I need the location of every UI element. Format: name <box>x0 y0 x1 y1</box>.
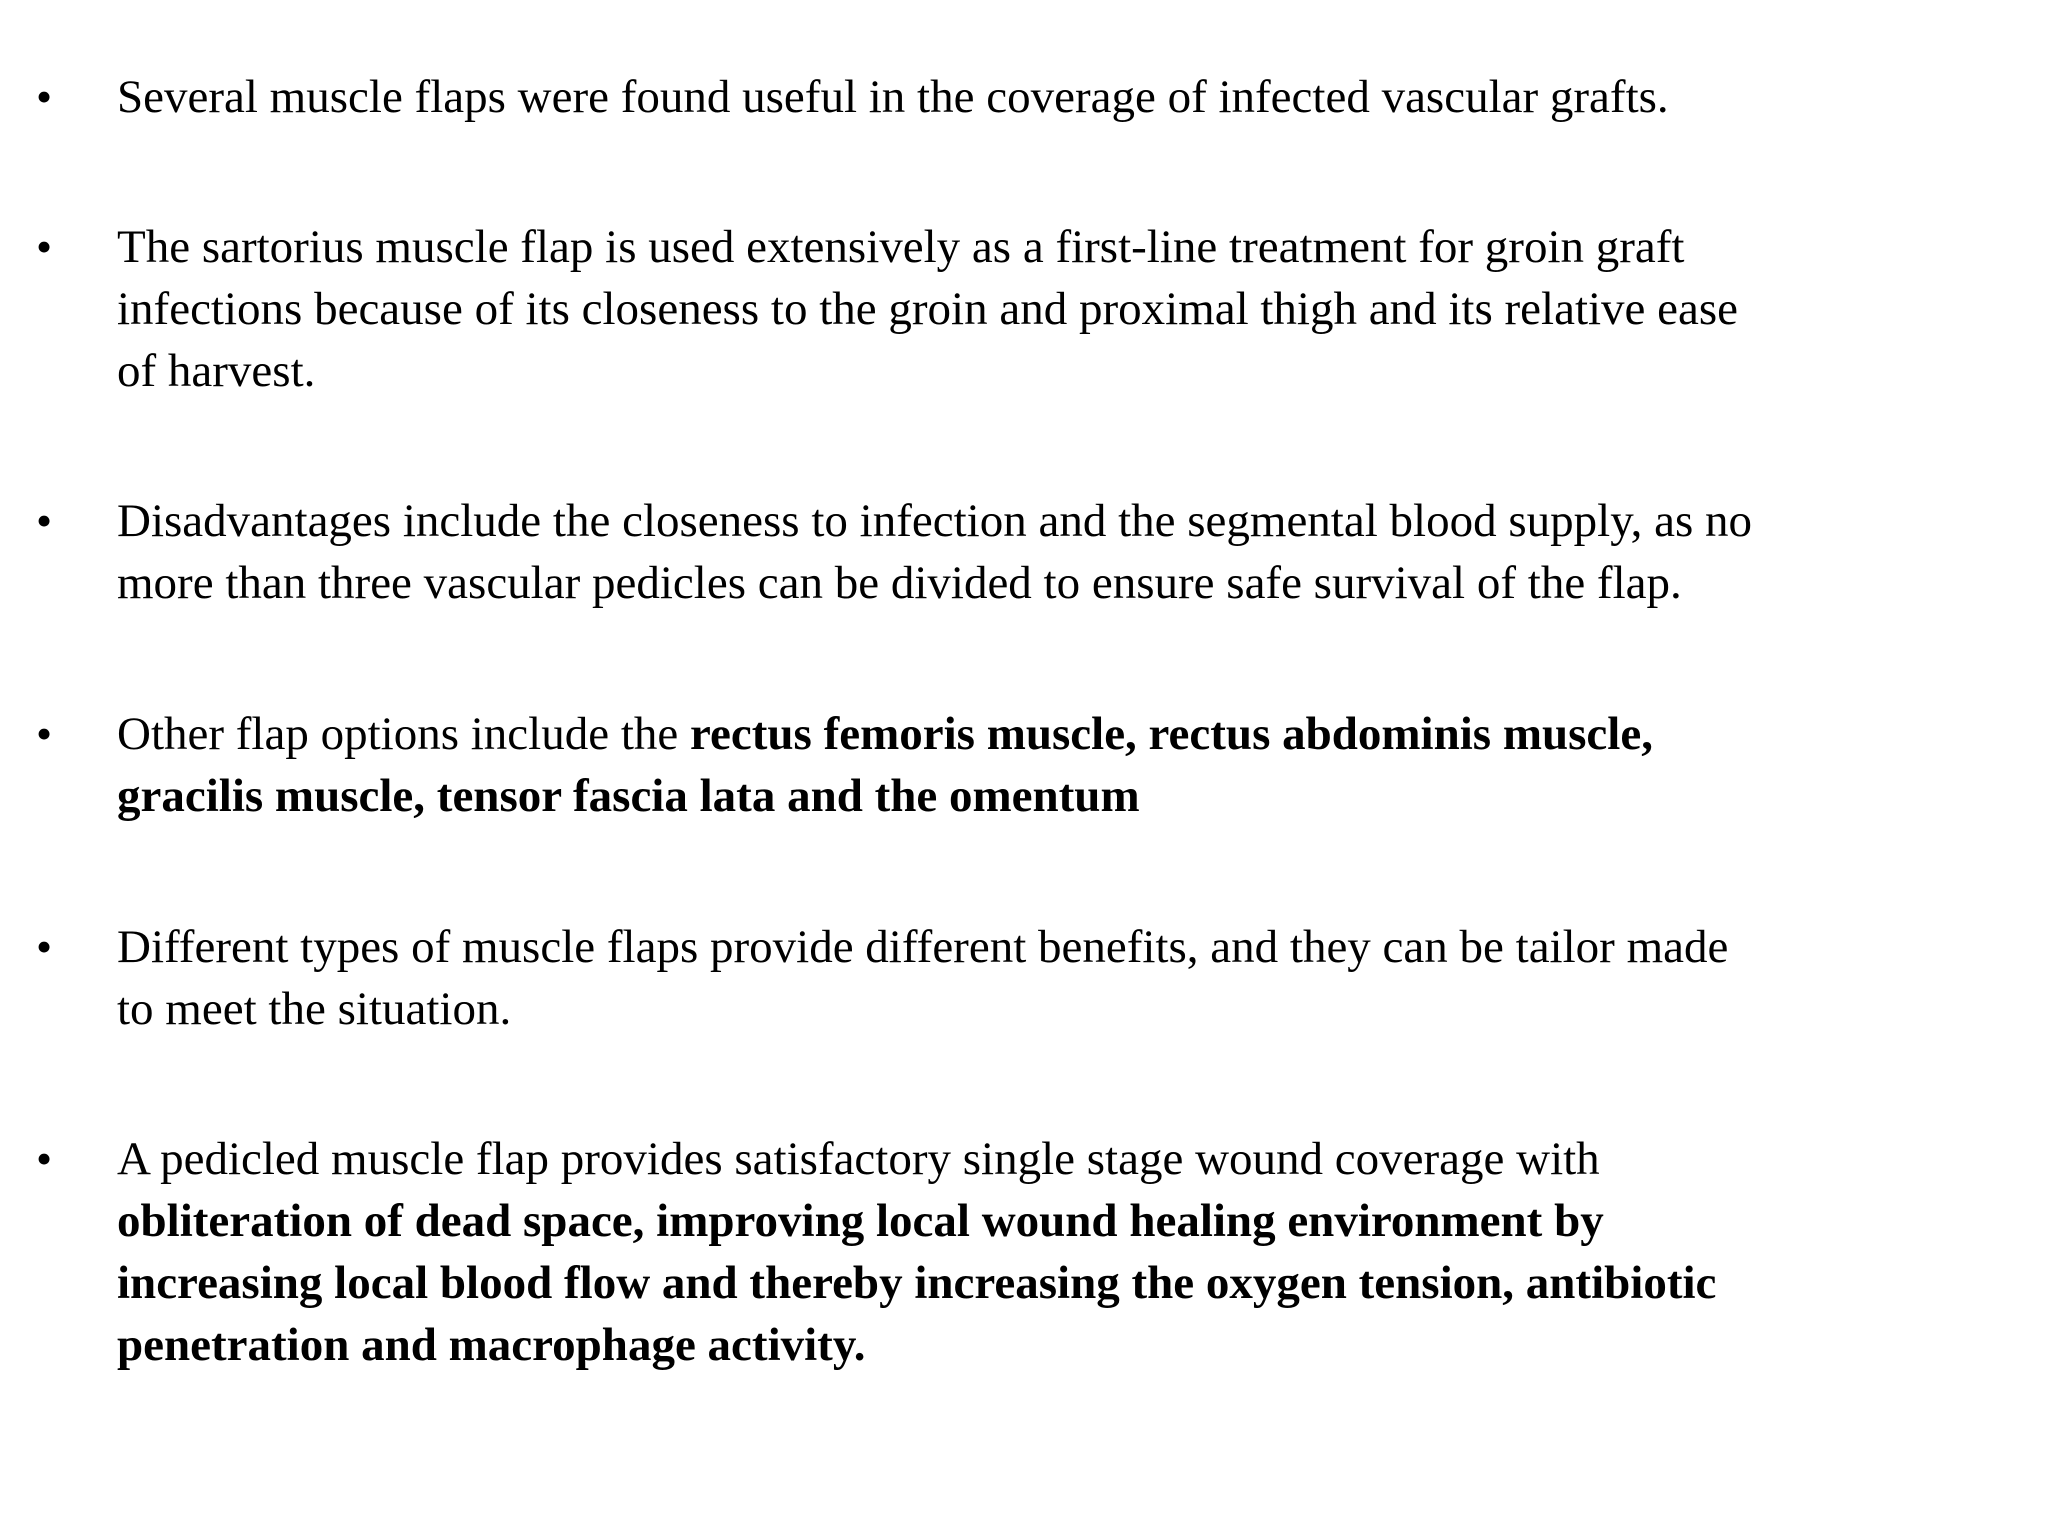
bullet-dot: • <box>36 221 53 272</box>
bullet-line: Other flap options include the <box>117 708 690 760</box>
bullet-bold-line: increasing local blood flow and thereby increasing the oxygen tension, antibiotic <box>117 1257 1717 1309</box>
bullet-text <box>117 66 1997 128</box>
bullet-line: infections because of its closeness to the groin and proximal thigh and its relative ease <box>117 283 1739 335</box>
bullet-line: Disadvantages include the closeness to infection and the segmental blood supply, as no <box>117 495 1753 547</box>
bullet-bold-line: rectus femoris muscle, rectus abdominis muscle, <box>690 708 1653 760</box>
bullet-line: to meet the situation. <box>117 983 512 1035</box>
bullet-dot: • <box>36 71 53 122</box>
bullet-line: A pedicled muscle flap provides satisfactory single stage wound coverage with <box>117 1133 1600 1185</box>
bullet-line: Several muscle flaps were found useful in the coverage of infected vascular grafts. <box>117 71 1669 123</box>
bullet-line: The sartorius muscle flap is used extensively as a first-line treatment for groin graft <box>117 221 1685 273</box>
bullet-text <box>117 216 1997 402</box>
bullet-dot: • <box>36 1133 53 1184</box>
bullet-line: of harvest. <box>117 345 316 397</box>
bullet-bold-line: gracilis muscle, tensor fascia lata and the omentum <box>117 770 1140 822</box>
bullet-bold-line: obliteration of dead space, improving local wound healing environment by <box>117 1195 1604 1247</box>
bullet-line: Different types of muscle flaps provide different benefits, and they can be tailor made <box>117 921 1729 973</box>
bullet-dot: • <box>36 495 53 546</box>
bullet-dot: • <box>36 708 53 759</box>
bullet-text <box>117 916 1997 1040</box>
bullet-text <box>117 1128 1997 1376</box>
bullet-dot: • <box>36 921 53 972</box>
bullet-line: more than three vascular pedicles can be divided to ensure safe survival of the flap. <box>117 557 1682 609</box>
bullet-bold-line: penetration and macrophage activity. <box>117 1319 866 1371</box>
bullet-text <box>117 490 1997 614</box>
bullet-text <box>117 703 1997 827</box>
